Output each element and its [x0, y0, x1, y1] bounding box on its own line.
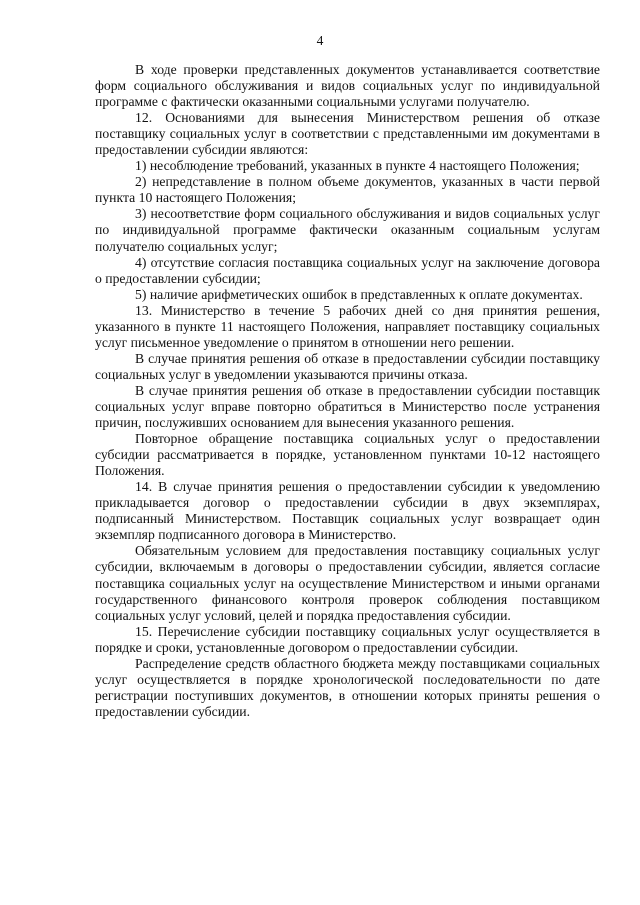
paragraph: Распределение средств областного бюджета между поставщиками социальных услуг осуществляется в порядке хронологической последовательности по дате регистрации поступивших документов, в отношении которых приняты решения о предоставлении субсидии. — [95, 655, 600, 719]
paragraph: В случае принятия решения об отказе в предоставлении субсидии поставщику социальных услуг в уведомлении указываются причины отказа. — [95, 350, 600, 382]
list-item: 5) наличие арифметических ошибок в представленных к оплате документах. — [135, 286, 583, 302]
paragraph: 12. Основаниями для вынесения Министерством решения об отказе поставщику социальных услуг в соответствии с представленными им документами в предоставлении субсидии являются: — [95, 110, 600, 158]
paragraph: В ходе проверки представленных документов устанавливается соответствие форм социального обслуживания и видов социальных услуг по индивидуальной программе с фактически оказанными социальными услугами получателю. — [95, 62, 600, 110]
paragraph: Обязательным условием для предоставления поставщику социальных услуг субсидии, включаемым в договоры о предоставлении субсидии, является согласие поставщика социальных услуг на осуществление Министерством и иными органами государственного финансового контроля проверок соблюдения поставщиком социальных услуг условий, целей и порядка предоставления субсидии. — [95, 543, 600, 623]
document-body — [95, 62, 600, 720]
list-item: 1) несоблюдение требований, указанных в пункте 4 настоящего Положения; — [135, 158, 580, 174]
list-item: 3) несоответствие форм социального обслуживания и видов социальных услуг по индивидуальной программе фактически оказанным социальным услугам получателю социальных услуг; — [95, 206, 600, 254]
paragraph: 14. В случае принятия решения о предоставлении субсидии к уведомлению прикладывается договор о предоставлении субсидии в двух экземплярах, подписанный Министерством. Поставщик социальных услуг возвращает один экземпляр подписанного договора в Министерство. — [95, 479, 600, 543]
paragraph: 13. Министерство в течение 5 рабочих дней со дня принятия решения, указанного в пункте 11 настоящего Положения, направляет поставщику социальных услуг письменное уведомление о принятом в отношении него решении. — [95, 302, 600, 350]
list-item: 2) непредставление в полном объеме документов, указанных в части первой пункта 10 настоящего Положения; — [95, 174, 600, 206]
paragraph: 15. Перечисление субсидии поставщику социальных услуг осуществляется в порядке и сроки, установленные договором о предоставлении субсидии. — [95, 623, 600, 655]
paragraph: Повторное обращение поставщика социальных услуг о предоставлении субсидии рассматривается в порядке, установленном пунктами 10-12 настоящего Положения. — [95, 431, 600, 479]
list-item: 4) отсутствие согласия поставщика социальных услуг на заключение договора о предоставлении субсидии; — [95, 254, 600, 286]
page-number: 4 — [316, 33, 324, 48]
paragraph: В случае принятия решения об отказе в предоставлении субсидии поставщик социальных услуг вправе повторно обратиться в Министерство после устранения причин, послуживших основанием для вынесения указанного решения. — [95, 382, 600, 431]
